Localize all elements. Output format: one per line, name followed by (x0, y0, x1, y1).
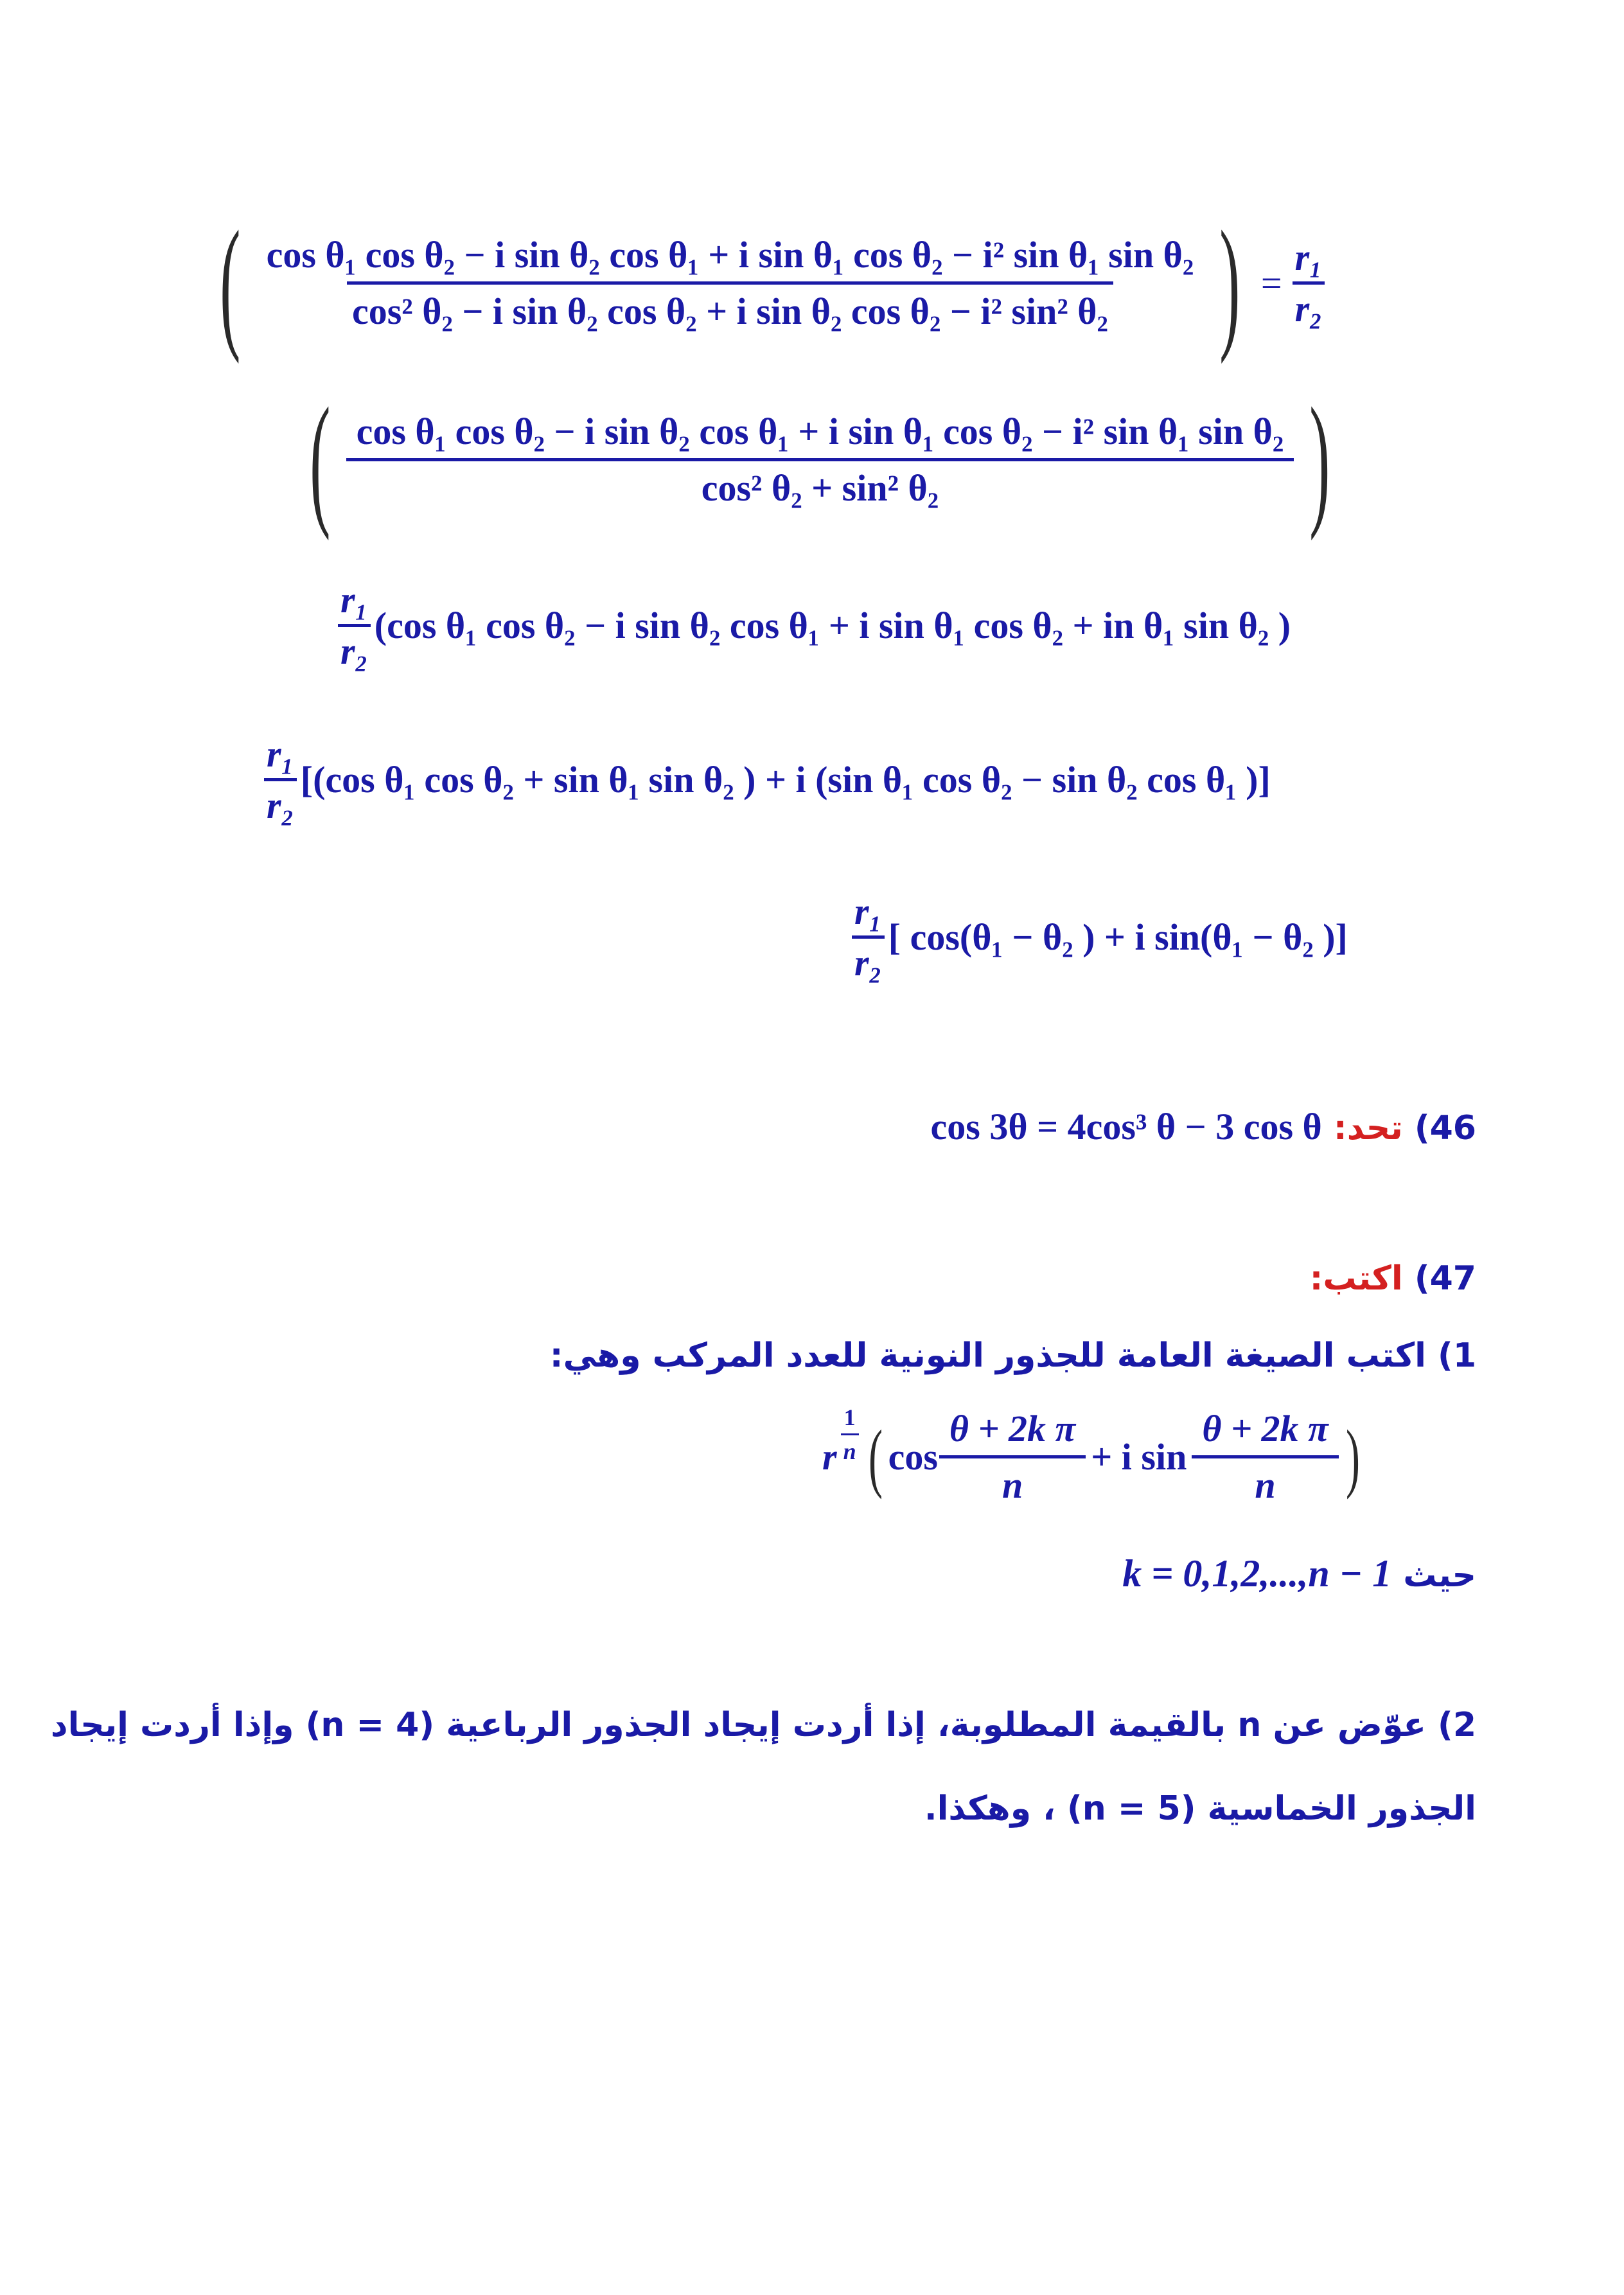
angle-num: θ + 2k π (949, 1408, 1076, 1449)
equation-3-body: (cos θ₁ cos θ₂ − i sin θ₂ cos θ₁ + i sin θ₁ cos θ₂ + in θ₁ sin θ₂ ) (374, 605, 1291, 646)
item-46-label: تحد: (1333, 1109, 1403, 1148)
r2: r₂ (338, 624, 371, 673)
r-ratio (264, 732, 297, 827)
angle-fraction-1 (944, 1407, 1081, 1507)
r1: r₁ (854, 891, 882, 932)
equation-1-numerator: cos θ₁ cos θ₂ − i sin θ₂ cos θ₁ + i sin θ₁ cos θ₂ − i² sin θ₁ sin θ₂ (266, 233, 1194, 276)
plus-i-sin: + i sin (1091, 1436, 1187, 1478)
r1: r₁ (340, 579, 368, 621)
item-46-number: 46) (1414, 1109, 1476, 1148)
r-ratio (852, 890, 885, 984)
equation-2 (296, 377, 1345, 541)
equation-5-body: [ cos(θ₁ − θ₂ ) + i sin(θ₁ − θ₂ )] (888, 916, 1348, 958)
r1: r₁ (1294, 236, 1323, 278)
r2: r₂ (1293, 281, 1325, 330)
k-range: k = 0,1,2,...,n − 1 (1122, 1552, 1392, 1595)
equation-3 (334, 578, 1291, 673)
right-paren: ) (1345, 1413, 1360, 1500)
step-1-text: 1) اكتب الصيغة العامة للجذور النونية للعدد المركب وهي: (549, 1336, 1476, 1375)
left-paren: ( (868, 1413, 883, 1500)
k-range-line (1122, 1552, 1476, 1596)
right-paren: ) (1219, 200, 1240, 364)
where-word: حيث (1403, 1556, 1476, 1595)
item-47-label: اكتب: (1309, 1259, 1403, 1298)
cos-word: cos (888, 1436, 938, 1478)
item-46-formula: cos 3θ = 4cos³ θ − 3 cos θ (930, 1106, 1322, 1148)
r-ratio (1293, 236, 1325, 330)
equation-4 (260, 732, 1271, 827)
left-paren: ( (220, 200, 241, 364)
angle-den: n (1192, 1455, 1338, 1507)
angle-den: n (939, 1455, 1086, 1507)
r2: r₂ (264, 778, 297, 827)
step-2-line-1: 2) عوّض عن n بالقيمة المطلوبة، إذا أردت إيجاد الجذور الرباعية (n = 4) وإذا أردت إيجاد (50, 1706, 1476, 1744)
equation-1-denominator: cos² θ₂ − i sin θ₂ cos θ₂ + i sin θ₂ cos θ₂ − i² sin² θ₂ (347, 281, 1113, 333)
equals-sign: = (1260, 261, 1282, 304)
r2: r₂ (852, 935, 885, 984)
exp-den: n (841, 1433, 859, 1465)
angle-fraction-2 (1197, 1407, 1333, 1507)
equation-2-fraction (351, 410, 1289, 510)
equation-4-body: [(cos θ₁ cos θ₂ + sin θ₁ sin θ₂ ) + i (sin θ₁ cos θ₂ − sin θ₂ cos θ₁ )] (300, 759, 1271, 801)
item-46 (931, 1105, 1476, 1148)
equation-1-fraction (261, 233, 1199, 333)
equation-5 (848, 890, 1348, 984)
equation-2-numerator: cos θ₁ cos θ₂ − i sin θ₂ cos θ₁ + i sin θ₁ cos θ₂ − i² sin θ₁ sin θ₂ (356, 410, 1284, 452)
equation-1 (206, 200, 1328, 364)
angle-num: θ + 2k π (1202, 1408, 1328, 1449)
root-exponent (841, 1404, 859, 1465)
step-2-line-2: الجذور الخماسية (n = 5) ، وهكذا. (924, 1789, 1476, 1828)
left-paren: ( (310, 377, 331, 541)
right-paren: ) (1309, 377, 1330, 541)
equation-2-denominator: cos² θ₂ + sin² θ₂ (346, 458, 1294, 510)
item-47 (1310, 1259, 1476, 1298)
item-47-number: 47) (1414, 1259, 1476, 1298)
r1: r₁ (267, 733, 294, 775)
root-base: r (822, 1436, 837, 1478)
r-ratio (338, 578, 371, 673)
exp-num: 1 (843, 1404, 856, 1430)
nth-root-formula (822, 1404, 1366, 1507)
